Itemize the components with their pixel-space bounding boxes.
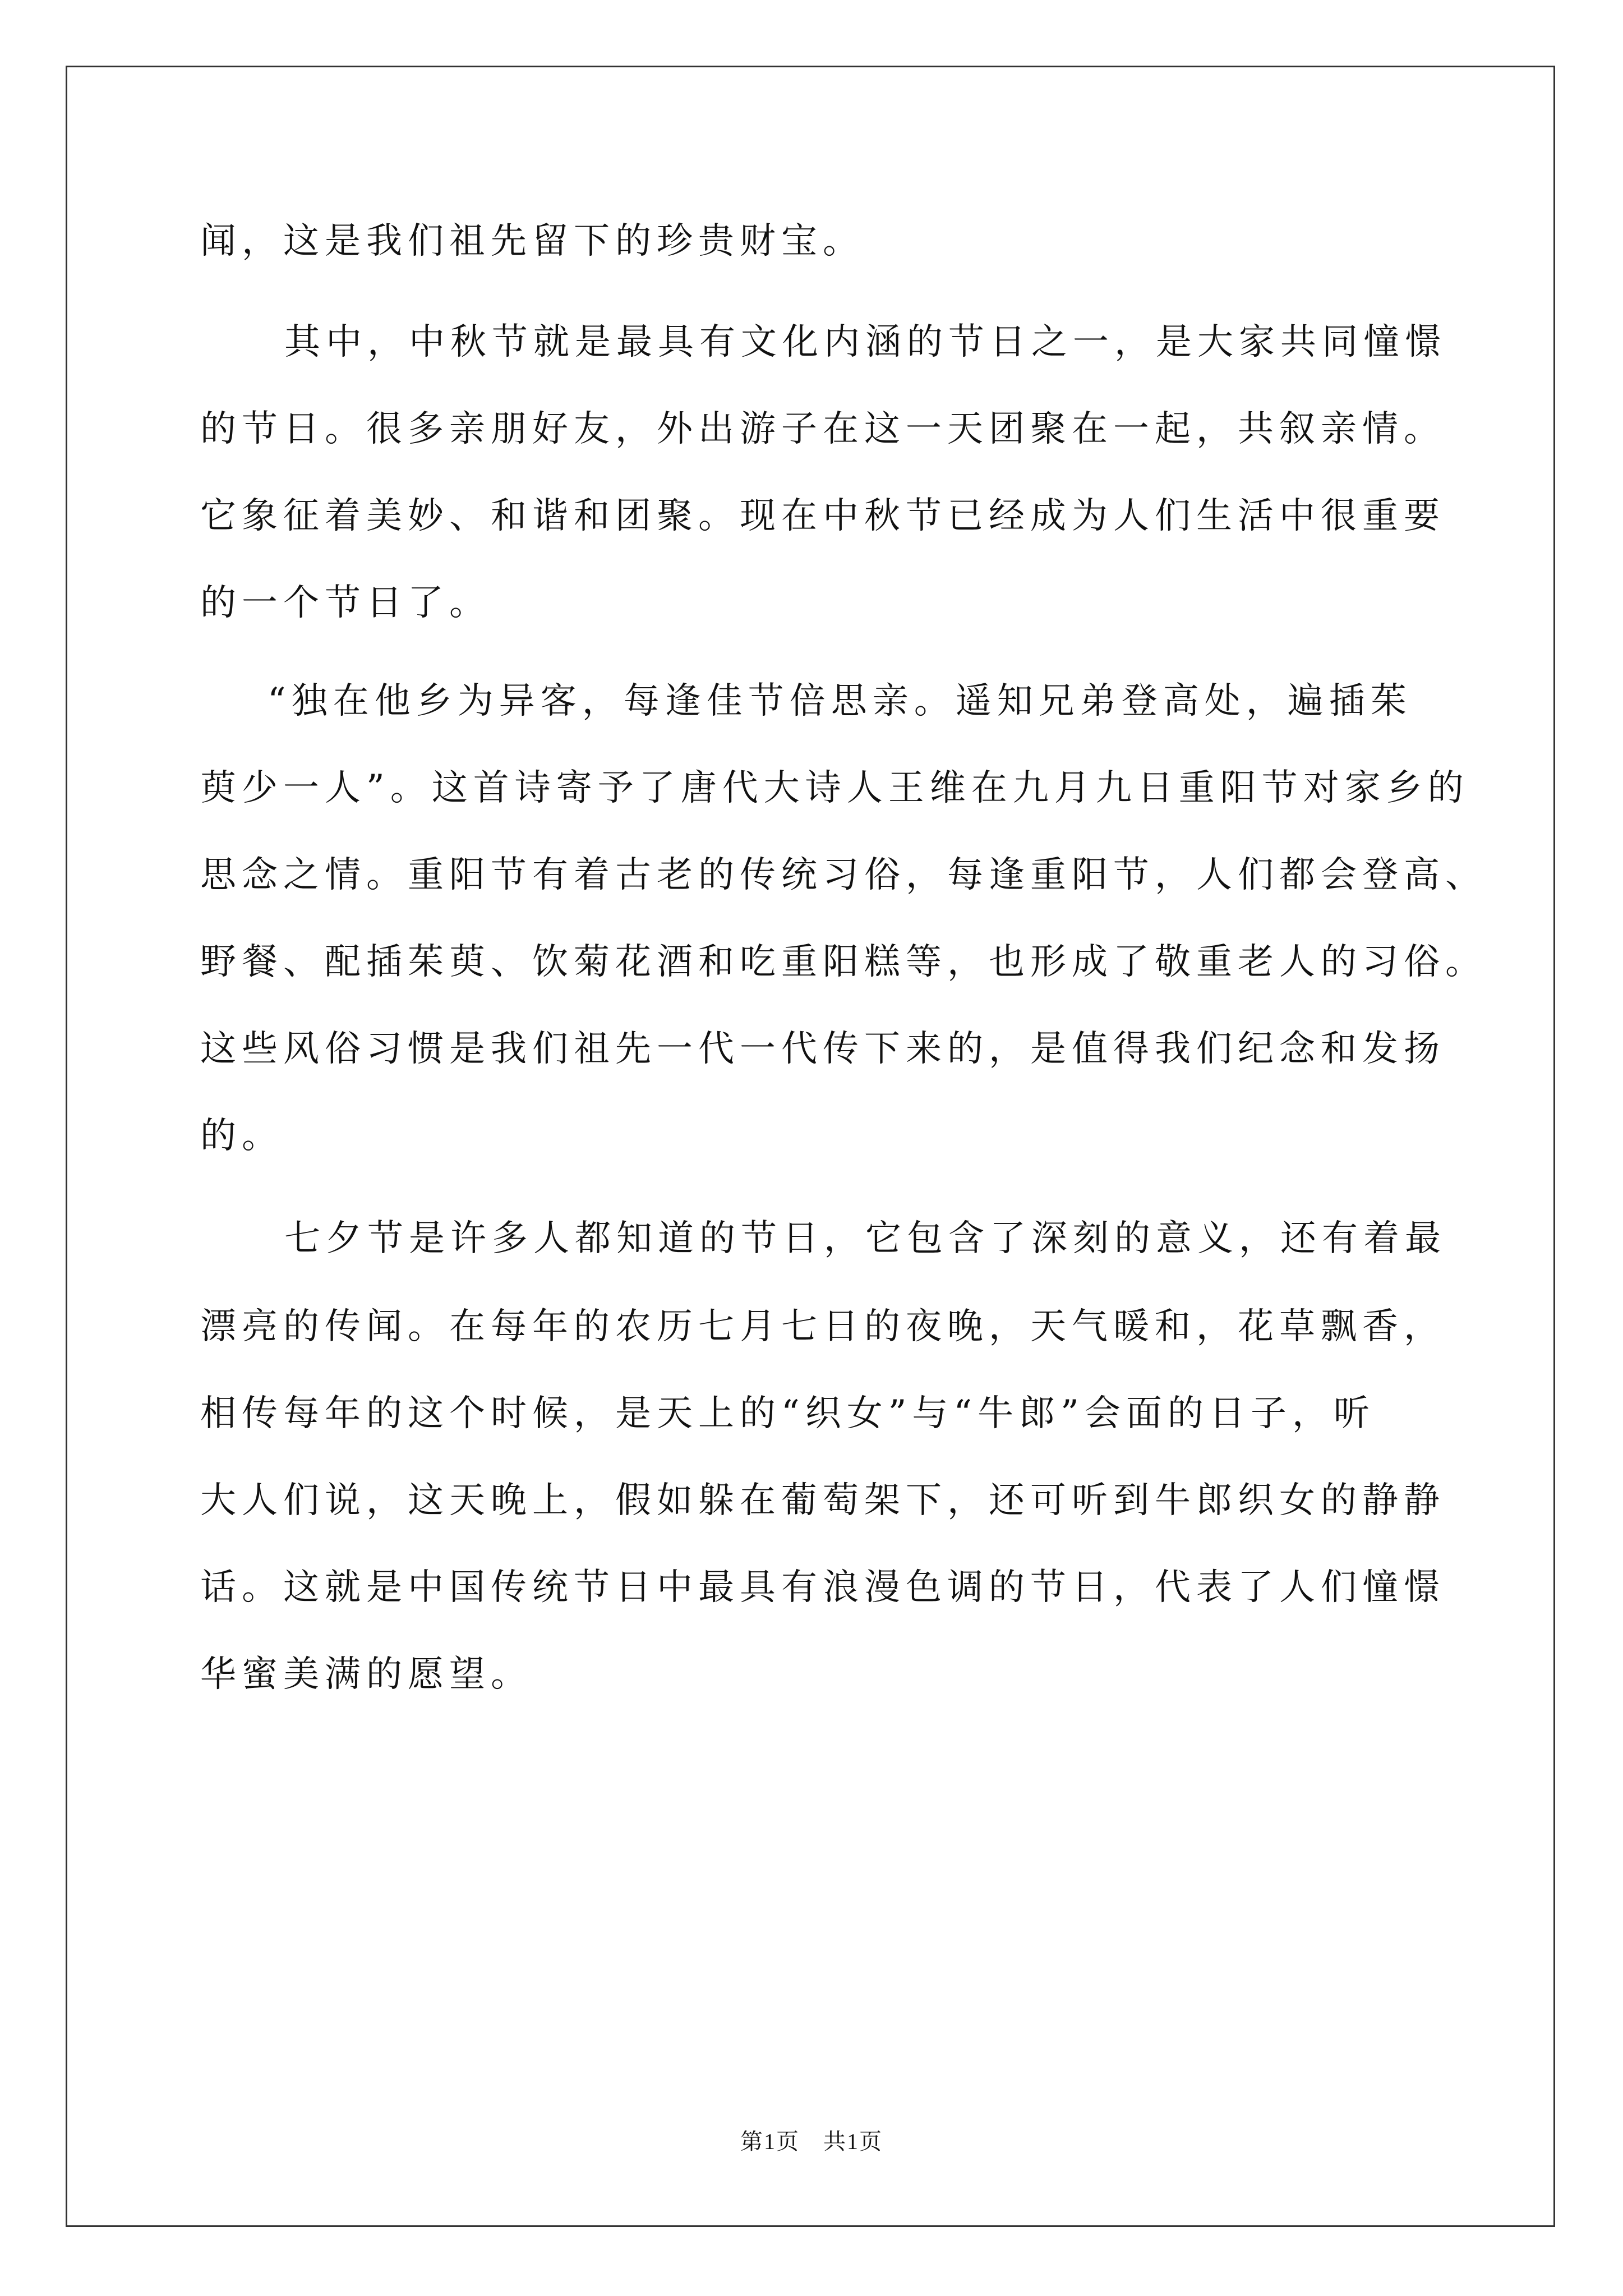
text-line: 它象征着美妙、和谐和团聚。现在中秋节已经成为人们生活中很重要 [200, 495, 1445, 537]
text-line: 华蜜美满的愿望。 [200, 1654, 532, 1695]
text-line: 思念之情。重阳节有着古老的传统习俗，每逢重阳节，人们都会登高、 [200, 854, 1487, 896]
text-line: 大人们说，这天晚上，假如躲在葡萄架下，还可听到牛郎织女的静静 [200, 1480, 1445, 1521]
text-line: 其中，中秋节就是最具有文化内涵的节日之一，是大家共同憧憬 [284, 321, 1446, 363]
text-line: 的一个节日了。 [200, 582, 491, 624]
page-border [66, 66, 1555, 2227]
text-line: 野餐、配插茱萸、饮菊花酒和吃重阳糕等，也形成了敬重老人的习俗。 [200, 941, 1487, 983]
text-line: 闻，这是我们祖先留下的珍贵财宝。 [200, 220, 864, 262]
text-line: 这些风俗习惯是我们祖先一代一代传下来的，是值得我们纪念和发扬 [200, 1028, 1445, 1070]
text-line: 萸少一人”。这首诗寄予了唐代大诗人王维在九月九日重阳节对家乡的 [200, 767, 1469, 809]
text-line: 相传每年的这个时候，是天上的“织女”与“牛郎”会面的日子，听 [200, 1393, 1375, 1434]
text-line: 漂亮的传闻。在每年的农历七月七日的夜晚，天气暖和，花草飘香， [200, 1306, 1445, 1347]
text-line: 的。 [200, 1115, 283, 1157]
text-line: 的节日。很多亲朋好友，外出游子在这一天团聚在一起，共叙亲情。 [200, 408, 1445, 450]
text-line: “独在他乡为异客，每逢佳节倍思亲。遥知兄弟登高处，遍插茱 [268, 680, 1412, 722]
text-line: 七夕节是许多人都知道的节日，它包含了深刻的意义，还有着最 [284, 1218, 1446, 1259]
text-line: 话。这就是中国传统节日中最具有浪漫色调的节日，代表了人们憧憬 [200, 1567, 1445, 1608]
page-number-footer: 第1页 共1页 [740, 2129, 883, 2154]
